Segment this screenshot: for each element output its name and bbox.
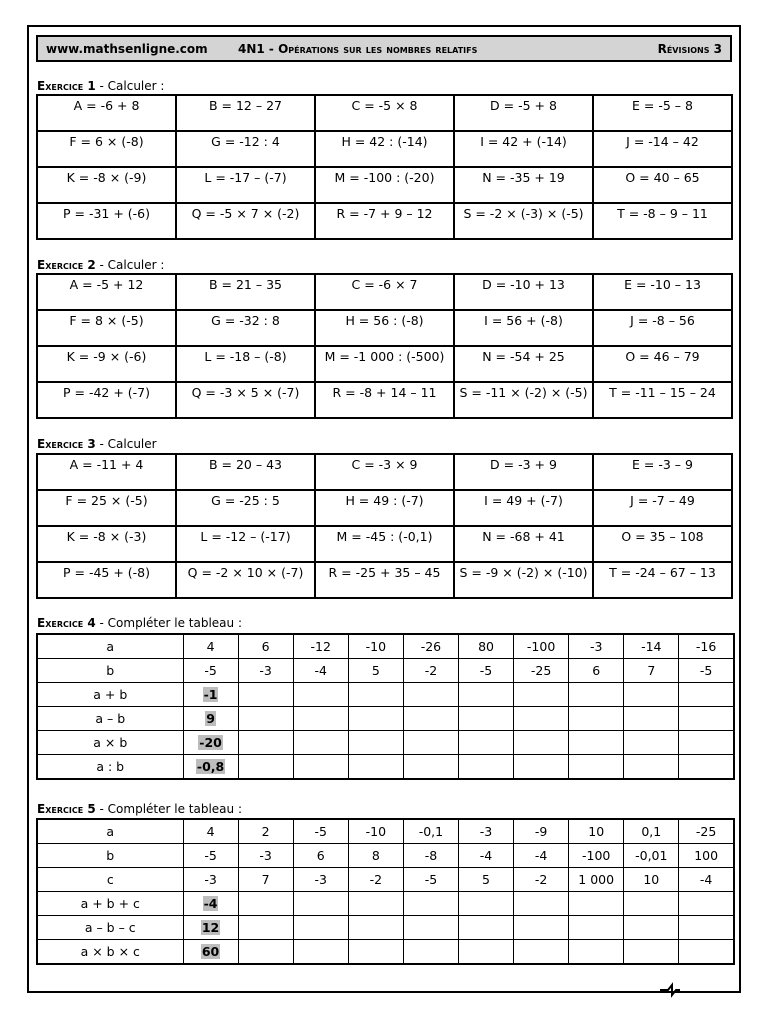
value-cell: 6: [238, 634, 293, 659]
expression-cell: N = -35 + 19: [454, 167, 593, 203]
answer-blank-cell[interactable]: [348, 916, 403, 940]
expression-cell: I = 42 + (-14): [454, 131, 593, 167]
answer-blank-cell[interactable]: [458, 892, 513, 916]
answer-blank-cell[interactable]: [403, 892, 458, 916]
value-cell: 4: [183, 819, 238, 844]
expression-cell: S = -9 × (-2) × (-10): [454, 562, 593, 598]
example-answer: 9: [206, 711, 215, 726]
exercise-1-table: [36, 94, 733, 240]
answer-blank-cell[interactable]: [238, 916, 293, 940]
value-cell: -12: [293, 634, 348, 659]
row-header: b: [37, 844, 183, 868]
expression-cell: R = -8 + 14 – 11: [315, 382, 454, 418]
expression-cell: I = 56 + (-8): [454, 310, 593, 346]
expression-cell: Q = -2 × 10 × (-7): [176, 562, 315, 598]
expression-cell: L = -17 – (-7): [176, 167, 315, 203]
value-cell: -0,01: [624, 844, 679, 868]
example-answer-cell: [183, 940, 238, 965]
value-cell: -100: [569, 844, 624, 868]
table-row: [37, 659, 734, 683]
expression-cell: R = -7 + 9 – 12: [315, 203, 454, 239]
row-header: a – b: [37, 707, 183, 731]
value-cell: -5: [679, 659, 734, 683]
value-cell: -5: [183, 659, 238, 683]
expression-cell: L = -12 – (-17): [176, 526, 315, 562]
example-answer-cell: [183, 707, 238, 731]
table-row: [37, 131, 732, 167]
expression-cell: A = -5 + 12: [37, 274, 176, 310]
row-header: a: [37, 819, 183, 844]
expression-cell: P = -31 + (-6): [37, 203, 176, 239]
answer-blank-cell[interactable]: [679, 892, 734, 916]
answer-blank-cell[interactable]: [238, 892, 293, 916]
revision-label: Révisions 3: [657, 42, 722, 56]
value-cell: 7: [238, 868, 293, 892]
value-cell: -5: [458, 659, 513, 683]
expression-cell: F = 8 × (-5): [37, 310, 176, 346]
exercise-3-table: [36, 453, 733, 599]
answer-blank-cell[interactable]: [624, 916, 679, 940]
value-cell: 8: [348, 844, 403, 868]
answer-blank-cell[interactable]: [238, 683, 293, 707]
answer-blank-cell[interactable]: [624, 731, 679, 755]
answer-blank-cell[interactable]: [569, 916, 624, 940]
site-url: www.mathsenligne.com: [46, 42, 208, 56]
answer-blank-cell[interactable]: [514, 683, 569, 707]
expression-cell: F = 25 × (-5): [37, 490, 176, 526]
expression-cell: I = 49 + (-7): [454, 490, 593, 526]
table-row: [37, 526, 732, 562]
answer-blank-cell[interactable]: [238, 940, 293, 965]
expression-cell: D = -10 + 13: [454, 274, 593, 310]
expression-cell: K = -9 × (-6): [37, 346, 176, 382]
expression-cell: C = -6 × 7: [315, 274, 454, 310]
answer-blank-cell[interactable]: [348, 940, 403, 965]
answer-blank-cell[interactable]: [403, 683, 458, 707]
answer-blank-cell[interactable]: [514, 892, 569, 916]
expression-cell: B = 12 – 27: [176, 95, 315, 131]
answer-blank-cell[interactable]: [514, 731, 569, 755]
value-cell: -16: [679, 634, 734, 659]
value-cell: -4: [679, 868, 734, 892]
value-cell: -14: [624, 634, 679, 659]
expression-cell: A = -6 + 8: [37, 95, 176, 131]
expression-cell: J = -14 – 42: [593, 131, 732, 167]
table-row: [37, 490, 732, 526]
value-cell: -10: [348, 634, 403, 659]
expression-cell: J = -7 – 49: [593, 490, 732, 526]
expression-cell: L = -18 – (-8): [176, 346, 315, 382]
answer-blank-cell[interactable]: [458, 683, 513, 707]
table-row: [37, 95, 732, 131]
answer-blank-cell[interactable]: [679, 707, 734, 731]
table-row: [37, 562, 732, 598]
row-header: a: [37, 634, 183, 659]
example-answer-cell: [183, 755, 238, 780]
answer-blank-cell[interactable]: [624, 683, 679, 707]
expression-cell: O = 35 – 108: [593, 526, 732, 562]
answer-blank-cell[interactable]: [293, 683, 348, 707]
answer-blank-cell[interactable]: [569, 940, 624, 965]
answer-blank-cell[interactable]: [458, 940, 513, 965]
table-row: [37, 844, 734, 868]
row-header: a – b – c: [37, 916, 183, 940]
value-cell: 5: [458, 868, 513, 892]
answer-blank-cell[interactable]: [624, 707, 679, 731]
answer-blank-cell[interactable]: [679, 731, 734, 755]
exercise-4-table: [36, 633, 735, 780]
answer-blank-cell[interactable]: [679, 916, 734, 940]
value-cell: -4: [514, 844, 569, 868]
expression-cell: B = 21 – 35: [176, 274, 315, 310]
value-cell: -2: [348, 868, 403, 892]
example-answer: 12: [201, 920, 220, 935]
expression-cell: P = -42 + (-7): [37, 382, 176, 418]
answer-blank-cell[interactable]: [238, 707, 293, 731]
expression-cell: N = -54 + 25: [454, 346, 593, 382]
answer-blank-cell[interactable]: [348, 683, 403, 707]
value-cell: -4: [293, 659, 348, 683]
expression-cell: C = -5 × 8: [315, 95, 454, 131]
expression-cell: E = -3 – 9: [593, 454, 732, 490]
expression-cell: S = -11 × (-2) × (-5): [454, 382, 593, 418]
expression-cell: T = -24 – 67 – 13: [593, 562, 732, 598]
expression-cell: T = -11 – 15 – 24: [593, 382, 732, 418]
answer-blank-cell[interactable]: [569, 755, 624, 780]
answer-blank-cell[interactable]: [403, 731, 458, 755]
answer-blank-cell[interactable]: [624, 940, 679, 965]
answer-blank-cell[interactable]: [293, 755, 348, 780]
expression-cell: G = -12 : 4: [176, 131, 315, 167]
answer-blank-cell[interactable]: [569, 683, 624, 707]
answer-blank-cell[interactable]: [238, 755, 293, 780]
expression-cell: M = -1 000 : (-500): [315, 346, 454, 382]
value-cell: 1 000: [569, 868, 624, 892]
value-cell: -4: [458, 844, 513, 868]
expression-cell: P = -45 + (-8): [37, 562, 176, 598]
page-header: [36, 35, 732, 62]
value-cell: -0,1: [403, 819, 458, 844]
row-header: b: [37, 659, 183, 683]
page-title: 4N1 - Opérations sur les nombres relatifs: [238, 42, 478, 56]
answer-blank-cell[interactable]: [458, 707, 513, 731]
row-header: a + b + c: [37, 892, 183, 916]
expression-cell: J = -8 – 56: [593, 310, 732, 346]
expression-cell: K = -8 × (-9): [37, 167, 176, 203]
answer-blank-cell[interactable]: [403, 707, 458, 731]
value-cell: -3: [569, 634, 624, 659]
table-row: [37, 382, 732, 418]
expression-cell: N = -68 + 41: [454, 526, 593, 562]
example-answer-cell: [183, 683, 238, 707]
expression-cell: G = -32 : 8: [176, 310, 315, 346]
exercise-3-title: Exercice 3 - Calculer: [37, 437, 157, 451]
table-row: [37, 454, 732, 490]
exercise-1-title: Exercice 1 - Calculer :: [37, 79, 165, 93]
table-row: [37, 346, 732, 382]
answer-blank-cell[interactable]: [293, 892, 348, 916]
example-answer-cell: [183, 892, 238, 916]
value-cell: -3: [458, 819, 513, 844]
value-cell: 100: [679, 844, 734, 868]
table-row: [37, 203, 732, 239]
table-row: [37, 755, 734, 780]
value-cell: 4: [183, 634, 238, 659]
example-answer: -20: [199, 735, 222, 750]
expression-cell: C = -3 × 9: [315, 454, 454, 490]
value-cell: -3: [293, 868, 348, 892]
answer-blank-cell[interactable]: [514, 916, 569, 940]
answer-blank-cell[interactable]: [348, 755, 403, 780]
example-answer-cell: [183, 916, 238, 940]
table-row: [37, 683, 734, 707]
row-header: a : b: [37, 755, 183, 780]
row-header: a + b: [37, 683, 183, 707]
answer-blank-cell[interactable]: [514, 755, 569, 780]
expression-cell: E = -10 – 13: [593, 274, 732, 310]
expression-cell: S = -2 × (-3) × (-5): [454, 203, 593, 239]
answer-blank-cell[interactable]: [293, 731, 348, 755]
answer-blank-cell[interactable]: [679, 683, 734, 707]
exercise-2-table: [36, 273, 733, 419]
value-cell: -5: [183, 844, 238, 868]
expression-cell: T = -8 – 9 – 11: [593, 203, 732, 239]
value-cell: -3: [238, 659, 293, 683]
answer-blank-cell[interactable]: [293, 707, 348, 731]
answer-blank-cell[interactable]: [569, 892, 624, 916]
table-row: [37, 707, 734, 731]
answer-blank-cell[interactable]: [514, 940, 569, 965]
expression-cell: D = -5 + 8: [454, 95, 593, 131]
row-header: a × b: [37, 731, 183, 755]
expression-cell: Q = -5 × 7 × (-2): [176, 203, 315, 239]
example-answer-cell: [183, 731, 238, 755]
answer-blank-cell[interactable]: [569, 731, 624, 755]
expression-cell: H = 49 : (-7): [315, 490, 454, 526]
example-answer: 60: [201, 944, 220, 959]
value-cell: 5: [348, 659, 403, 683]
answer-blank-cell[interactable]: [293, 940, 348, 965]
value-cell: -100: [514, 634, 569, 659]
value-cell: -8: [403, 844, 458, 868]
row-header: a × b × c: [37, 940, 183, 965]
value-cell: -10: [348, 819, 403, 844]
value-cell: 0,1: [624, 819, 679, 844]
expression-cell: D = -3 + 9: [454, 454, 593, 490]
table-row: [37, 892, 734, 916]
answer-blank-cell[interactable]: [293, 916, 348, 940]
expression-cell: O = 40 – 65: [593, 167, 732, 203]
answer-blank-cell[interactable]: [403, 755, 458, 780]
table-row: [37, 819, 734, 844]
exercise-5-table: [36, 818, 735, 965]
answer-blank-cell[interactable]: [679, 940, 734, 965]
value-cell: -5: [293, 819, 348, 844]
value-cell: -9: [514, 819, 569, 844]
value-cell: -3: [238, 844, 293, 868]
answer-blank-cell[interactable]: [458, 731, 513, 755]
value-cell: -26: [403, 634, 458, 659]
expression-cell: B = 20 – 43: [176, 454, 315, 490]
row-header: c: [37, 868, 183, 892]
answer-blank-cell[interactable]: [348, 731, 403, 755]
expression-cell: Q = -3 × 5 × (-7): [176, 382, 315, 418]
answer-blank-cell[interactable]: [679, 755, 734, 780]
value-cell: -3: [183, 868, 238, 892]
value-cell: -25: [514, 659, 569, 683]
table-row: [37, 310, 732, 346]
value-cell: 6: [293, 844, 348, 868]
value-cell: 2: [238, 819, 293, 844]
answer-blank-cell[interactable]: [348, 707, 403, 731]
value-cell: 10: [569, 819, 624, 844]
example-answer: -4: [203, 896, 218, 911]
value-cell: -2: [403, 659, 458, 683]
answer-blank-cell[interactable]: [514, 707, 569, 731]
page-corner-mark: [660, 982, 680, 998]
value-cell: -25: [679, 819, 734, 844]
table-row: [37, 916, 734, 940]
expression-cell: F = 6 × (-8): [37, 131, 176, 167]
answer-blank-cell[interactable]: [238, 731, 293, 755]
expression-cell: M = -45 : (-0,1): [315, 526, 454, 562]
value-cell: -2: [514, 868, 569, 892]
table-row: [37, 634, 734, 659]
answer-blank-cell[interactable]: [458, 916, 513, 940]
expression-cell: O = 46 – 79: [593, 346, 732, 382]
answer-blank-cell[interactable]: [348, 892, 403, 916]
expression-cell: K = -8 × (-3): [37, 526, 176, 562]
table-row: [37, 731, 734, 755]
value-cell: 10: [624, 868, 679, 892]
expression-cell: R = -25 + 35 – 45: [315, 562, 454, 598]
exercise-2-title: Exercice 2 - Calculer :: [37, 258, 165, 272]
exercise-5-title: Exercice 5 - Compléter le tableau :: [37, 802, 242, 816]
expression-cell: H = 42 : (-14): [315, 131, 454, 167]
table-row: [37, 868, 734, 892]
example-answer: -1: [203, 687, 218, 702]
expression-cell: E = -5 – 8: [593, 95, 732, 131]
value-cell: 80: [458, 634, 513, 659]
expression-cell: H = 56 : (-8): [315, 310, 454, 346]
answer-blank-cell[interactable]: [403, 916, 458, 940]
answer-blank-cell[interactable]: [458, 755, 513, 780]
answer-blank-cell[interactable]: [569, 707, 624, 731]
expression-cell: A = -11 + 4: [37, 454, 176, 490]
exercise-4-title: Exercice 4 - Compléter le tableau :: [37, 616, 242, 630]
value-cell: 7: [624, 659, 679, 683]
table-row: [37, 274, 732, 310]
value-cell: 6: [569, 659, 624, 683]
value-cell: -5: [403, 868, 458, 892]
example-answer: -0,8: [196, 759, 225, 774]
expression-cell: M = -100 : (-20): [315, 167, 454, 203]
answer-blank-cell[interactable]: [403, 940, 458, 965]
table-row: [37, 167, 732, 203]
answer-blank-cell[interactable]: [624, 892, 679, 916]
expression-cell: G = -25 : 5: [176, 490, 315, 526]
answer-blank-cell[interactable]: [624, 755, 679, 780]
table-row: [37, 940, 734, 965]
